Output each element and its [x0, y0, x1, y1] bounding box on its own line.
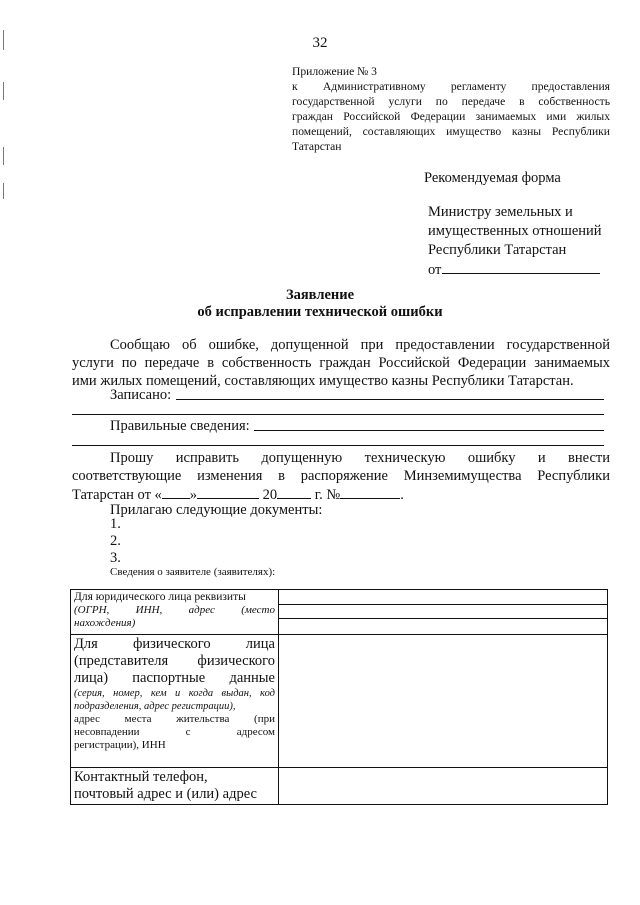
year-prefix: 20 [262, 487, 278, 503]
cell-text: подразделения, адрес регистрации), [74, 701, 236, 712]
cell-text: лица) паспортные данные [74, 670, 275, 686]
recipient-block [428, 203, 618, 280]
cell-text: нахождения) [74, 617, 136, 629]
cell-text: Контактный телефон, [74, 769, 208, 785]
date-quote: » [189, 487, 198, 503]
recorded-field [110, 386, 171, 404]
appendix-note [292, 64, 610, 154]
cell-text: адрес места жительства (при [74, 713, 275, 725]
number-prefix: г. № [314, 487, 341, 503]
recorded-label: Записано: [110, 387, 172, 403]
appendix-line: Татарстан [292, 140, 342, 153]
recorded-blank-line-2[interactable] [72, 414, 604, 415]
cell-text: Для физического лица [74, 636, 275, 652]
cell-text: регистрации), ИНН [74, 739, 166, 751]
cell-text: Для юридического лица реквизиты [74, 591, 246, 603]
legal-entity-subfield[interactable] [279, 605, 607, 619]
individual-value-cell[interactable] [279, 635, 608, 768]
contact-value-cell[interactable] [279, 768, 608, 805]
legal-entity-subfield[interactable] [279, 619, 607, 633]
attachments-label: Прилагаю следующие документы: [110, 502, 323, 518]
paragraph-line: соответствующие изменения в распоряжение Минземимущества Республики [72, 468, 610, 484]
month-blank-field[interactable] [197, 485, 259, 499]
attachment-item: 2. [110, 533, 121, 549]
correct-field [110, 417, 250, 435]
paragraph-line: услуги по передаче в собственность граждан Российской Федерации занимаемых [72, 355, 610, 371]
recipient-line: Республики Татарстан [428, 242, 567, 258]
attachment-item: 1. [110, 516, 121, 532]
recorded-blank-line[interactable] [176, 399, 604, 400]
appendix-line: к Административному регламенту предоставления [292, 80, 610, 93]
title-line: об исправлении технической ошибки [197, 304, 443, 320]
contact-label-cell [71, 768, 279, 805]
paragraph-line: Сообщаю об ошибке, допущенной при предоставлении государственной [110, 337, 610, 353]
attachment-list [110, 516, 121, 567]
request-paragraph [72, 449, 610, 504]
from-blank-field[interactable] [442, 260, 600, 274]
legal-entity-label-cell [71, 590, 279, 635]
legal-entity-value-cell[interactable] [279, 590, 608, 635]
table-row [71, 768, 608, 805]
cell-text: почтовый адрес и (или) адрес [74, 786, 257, 802]
year-blank-field[interactable] [277, 485, 311, 499]
day-blank-field[interactable] [162, 485, 190, 499]
paragraph-line: ими жилых помещений, составляющих имущество казны Республики Татарстан. [72, 373, 574, 389]
cell-text: (серия, номер, кем и когда выдан, код [74, 688, 275, 699]
number-blank-field[interactable] [340, 485, 400, 499]
paragraph-line: Прошу исправить допущенную техническую ошибку и внести [110, 450, 610, 466]
cell-text: (ОГРН, ИНН, адрес (место [74, 604, 275, 616]
line-end: . [400, 487, 404, 503]
recipient-line: Министру земельных и [428, 204, 573, 220]
recipient-from [428, 260, 618, 280]
error-paragraph [72, 336, 610, 390]
applicant-info-label: Сведения о заявителе (заявителях): [110, 566, 276, 578]
date-prefix: Татарстан от « [72, 487, 162, 503]
individual-label-cell [71, 635, 279, 768]
appendix-line: Приложение № 3 [292, 65, 377, 78]
correct-blank-line-2[interactable] [72, 445, 604, 446]
legal-entity-subfield[interactable] [279, 590, 607, 605]
cell-text: несовпадении с адресом [74, 726, 275, 738]
recipient-line: имущественных отношений [428, 223, 602, 239]
table-row [71, 590, 608, 635]
from-label: от [428, 262, 442, 278]
correct-blank-line[interactable] [254, 430, 604, 431]
recommended-form-label: Рекомендуемая форма [424, 170, 561, 186]
attachment-item: 3. [110, 550, 121, 566]
page-number: 32 [312, 35, 328, 51]
table-row [71, 635, 608, 768]
cell-text: (представителя физического [74, 653, 275, 669]
document-title [0, 287, 640, 321]
applicant-info-table [70, 589, 608, 805]
appendix-line: государственной услуги по передаче в собственность [292, 95, 610, 108]
appendix-line: помещений, составляющих имущество казны Республики [292, 125, 610, 138]
correct-label: Правильные сведения: [110, 418, 250, 434]
appendix-line: граждан Российской Федерации занимаемых ими жилых [292, 110, 610, 123]
title-line: Заявление [285, 287, 355, 303]
